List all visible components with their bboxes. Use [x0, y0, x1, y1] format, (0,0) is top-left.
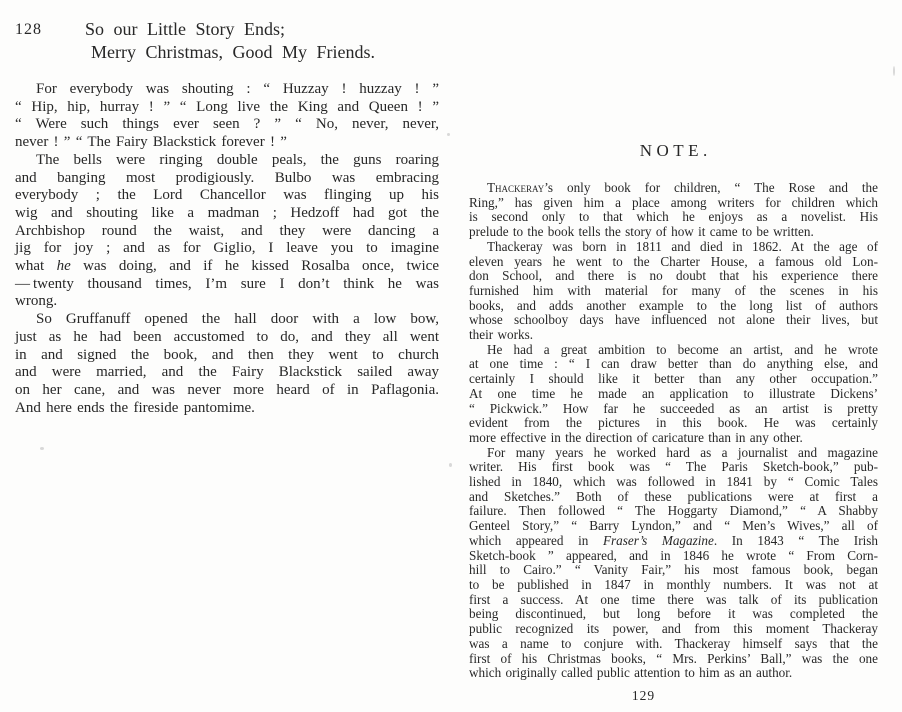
text-line: and were married, and the Fairy Blackstick sailed away: [15, 364, 439, 381]
text-line: failure. Then followed “ The Hoggarty Diamond,” “ A Shabby: [469, 503, 878, 519]
text-line: He had a great ambition to become an artist, and he wrote: [487, 341, 878, 357]
text-line: The bells were ringing double peals, the guns roaring: [36, 151, 439, 168]
note-title: NOTE.: [639, 141, 712, 160]
scan-speck: [893, 66, 895, 76]
text-line: first a success. At one time there was talk of its publication: [469, 591, 878, 607]
text-line: Genteel Story,” “ Barry Lyndon,” and “ Men’s Wives,” all of: [469, 518, 878, 534]
text-line: their works.: [469, 327, 533, 343]
right-page-number: 129: [631, 687, 656, 703]
text-line: wrong.: [15, 293, 58, 310]
text-line: For everybody was shouting : “ Huzzay ! huzzay ! ”: [36, 81, 439, 97]
scan-speck: [449, 463, 452, 467]
left-page-header: [15, 18, 439, 64]
paragraph: [469, 240, 878, 343]
text-line: at one time : “ I can draw better than do anything else, and: [469, 356, 878, 372]
text-line: more effective in the direction of caricature than in any other.: [469, 429, 803, 445]
text-line: prelude to the book tells the story of how it came to be written.: [469, 224, 814, 240]
text-line: on her cane, and was never more heard of in Paflagonia.: [15, 381, 439, 398]
text-line: Thackeray was born in 1811 and died in 1862. At the age of: [487, 238, 878, 254]
text-line: which originally called public attention to him as an author.: [469, 665, 793, 681]
text-line: writer. His first book was “ The Paris Sketch-book,” pub-: [469, 459, 878, 475]
text-line: don School, and there is no doubt that his experience there: [469, 268, 878, 284]
text-line: certainly I should like it better than any other occupation.”: [469, 371, 878, 387]
text-line: jig for joy ; and as for Giglio, I leave you to imagine: [15, 240, 439, 257]
text-line: Archbishop round the waist, and they were dancing a: [15, 222, 439, 239]
text-line: For many years he worked hard as a journalist and magazine: [487, 444, 878, 460]
text-line: to be published in 1847 in monthly numbers. It was not at: [469, 576, 878, 592]
paragraph: [469, 446, 878, 681]
running-head-line-1: So our Little Story Ends;: [85, 19, 285, 39]
running-head-line-2: Merry Christmas, Good My Friends.: [91, 42, 375, 62]
text-line: — twenty thousand times, I’m sure I don’t think he was: [15, 275, 439, 292]
paragraph: [15, 152, 439, 311]
text-line: Ring,” has given him a place among writers for children which: [469, 194, 878, 210]
text-line: public recognized its power, and from this moment Thackeray: [469, 621, 878, 637]
right-page-body: [469, 181, 878, 681]
text-line: was a name to conjure with. Thackeray himself says that the: [469, 635, 878, 651]
scan-speck: [40, 447, 44, 450]
text-line: wig and shouting like a madman ; Hedzoff had got the: [15, 204, 439, 221]
text-line: and Sketches.” Both of these publications were at first a: [469, 488, 878, 504]
text-line: which appeared in Fraser’s Magazine. In 1843 “ The Irish: [469, 532, 878, 548]
text-line: never ! ” “ The Fairy Blackstick forever ! ”: [15, 134, 287, 151]
text-line: books, and adds another example to the long list of authors: [469, 297, 878, 313]
text-line: is second only to that which he enjoys as a novelist. His: [469, 209, 878, 225]
paragraph: [15, 311, 439, 417]
right-page: [469, 141, 878, 704]
text-line: Sketch-book ” appeared, and in 1846 he wrote “ From Corn-: [469, 547, 878, 563]
text-line: in and signed the book, and then they went to church: [15, 346, 439, 363]
paragraph: [15, 81, 439, 152]
text-line: hill to Cairo.” “ Vanity Fair,” his most famous book, began: [469, 562, 878, 578]
text-line: At one time he made an application to illustrate Dickens’: [469, 385, 878, 401]
running-head: [85, 18, 375, 64]
text-line: just as he had been accustomed to do, and they all went: [15, 328, 439, 345]
text-line: “ Pickwick.” How far he succeeded as an artist is pretty: [469, 400, 878, 416]
text-line: and banging most prodigiously. Bulbo was embracing: [15, 169, 439, 186]
scan-speck: [447, 133, 450, 136]
text-line: Thackeray’s only book for children, “ The Rose and the: [487, 180, 878, 195]
text-line: evident from the pictures in this book. He was certainly: [469, 415, 878, 431]
paragraph: [469, 343, 878, 446]
text-line: So Gruffanuff opened the hall door with a low bow,: [36, 311, 439, 328]
text-line: eleven years he went to the Charter House, a famous old Lon-: [469, 253, 878, 269]
left-page-body: [15, 81, 439, 417]
left-page-number: 128: [15, 21, 42, 38]
text-line: whose schoolboy days have influenced not alone their lives, but: [469, 312, 878, 328]
text-line: furnished him with material for many of the scenes in his: [469, 282, 878, 298]
text-line: lished in 1840, which was followed in 1841 by “ Comic Tales: [469, 474, 878, 490]
paragraph: [469, 181, 878, 240]
text-line: what he was doing, and if he kissed Rosalba once, twice: [15, 258, 439, 275]
text-line: And here ends the fireside pantomime.: [15, 399, 255, 416]
left-page: [15, 18, 439, 417]
text-line: “ Were such things ever seen ? ” “ No, never, never,: [15, 116, 439, 133]
text-line: everybody ; the Lord Chancellor was flinging up his: [15, 187, 439, 204]
text-line: “ Hip, hip, hurray ! ” “ Long live the King and Queen ! ”: [15, 98, 439, 115]
text-line: being discontinued, but long before it was completed the: [469, 606, 878, 622]
text-line: first of his Christmas books, “ Mrs. Perkins’ Ball,” was the one: [469, 650, 878, 666]
